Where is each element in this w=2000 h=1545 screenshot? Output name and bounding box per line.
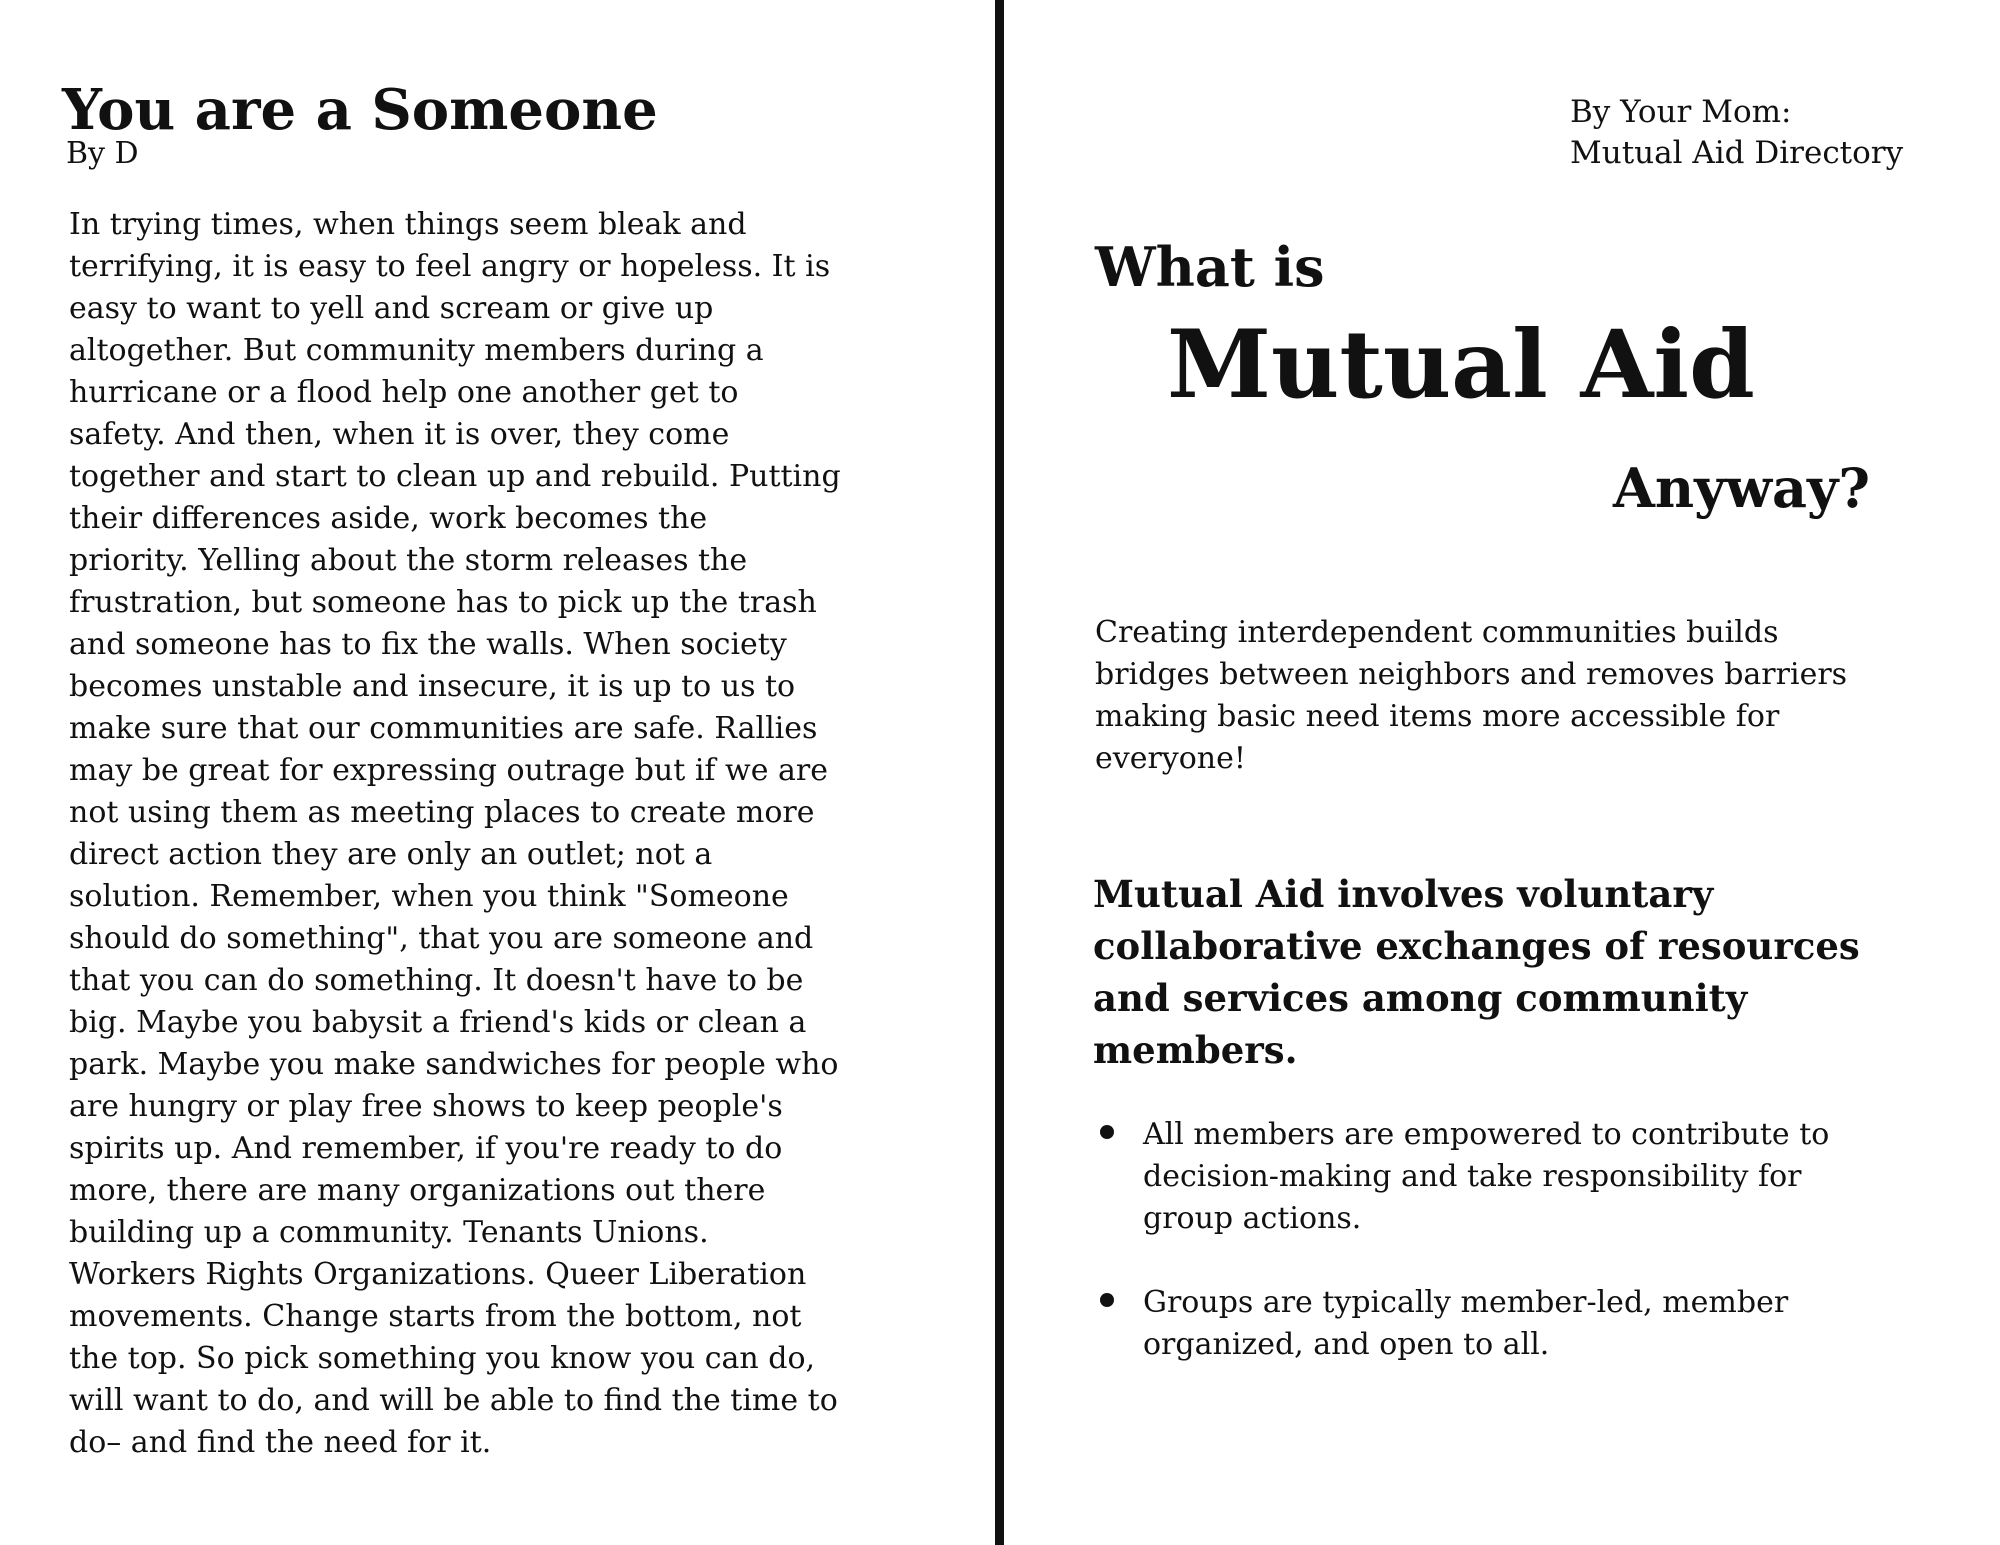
directory-title: Mutual Aid Directory xyxy=(1570,135,1904,171)
principle-line: All members are empowered to contribute to xyxy=(1143,1117,1830,1152)
essay-line: big. Maybe you babysit a friend's kids or clean a xyxy=(69,1005,807,1040)
page-divider xyxy=(995,0,1004,1545)
principle-line: Groups are typically member-led, member xyxy=(1143,1285,1789,1320)
essay-line: easy to want to yell and scream or give up xyxy=(69,291,714,326)
left-page xyxy=(0,0,995,1545)
list-item xyxy=(1093,1114,1973,1240)
heading-mutual-aid: Mutual Aid xyxy=(1167,310,1755,420)
essay-line: priority. Yelling about the storm releases the xyxy=(69,543,748,578)
essay-line: spirits up. And remember, if you're ready to do xyxy=(69,1131,783,1166)
directory-header xyxy=(1570,92,1903,174)
essay-line: and someone has to fix the walls. When society xyxy=(69,627,787,662)
essay-line: terrifying, it is easy to feel angry or hopeless. It is xyxy=(69,249,831,284)
essay-line: will want to do, and will be able to find the time to xyxy=(69,1383,838,1418)
heading-what-is: What is xyxy=(1095,235,1325,299)
essay-line: together and start to clean up and rebuild. Putting xyxy=(69,459,841,494)
intro-line: bridges between neighbors and removes barriers xyxy=(1095,657,1848,692)
essay-line: are hungry or play free shows to keep people's xyxy=(69,1089,783,1124)
bullet-icon xyxy=(1100,1125,1114,1139)
intro-line: making basic need items more accessible for xyxy=(1095,699,1780,734)
essay-line: building up a community. Tenants Unions. xyxy=(69,1215,709,1250)
intro-paragraph xyxy=(1095,612,1965,780)
essay-line: do– and find the need for it. xyxy=(69,1425,492,1460)
principle-line: organized, and open to all. xyxy=(1143,1327,1550,1362)
essay-line: the top. So pick something you know you can do, xyxy=(69,1341,816,1376)
essay-body xyxy=(69,204,929,1464)
essay-line: safety. And then, when it is over, they come xyxy=(69,417,730,452)
essay-line: not using them as meeting places to create more xyxy=(69,795,815,830)
essay-line: becomes unstable and insecure, it is up to us to xyxy=(69,669,796,704)
definition-line: and services among community xyxy=(1093,976,1748,1020)
definition-paragraph xyxy=(1093,868,1973,1076)
essay-line: direct action they are only an outlet; not a xyxy=(69,837,713,872)
definition-line: Mutual Aid involves voluntary xyxy=(1093,872,1714,916)
principle-line: decision-making and take responsibility for xyxy=(1143,1159,1802,1194)
intro-line: everyone! xyxy=(1095,741,1246,776)
essay-line: park. Maybe you make sandwiches for people who xyxy=(69,1047,839,1082)
bullet-icon xyxy=(1100,1293,1114,1307)
essay-line: more, there are many organizations out there xyxy=(69,1173,766,1208)
essay-line: should do something", that you are someone and xyxy=(69,921,814,956)
essay-line: may be great for expressing outrage but if we are xyxy=(69,753,829,788)
essay-line: solution. Remember, when you think "Someone xyxy=(69,879,789,914)
list-item xyxy=(1093,1282,1973,1366)
essay-line: Workers Rights Organizations. Queer Liberation xyxy=(69,1257,807,1292)
essay-line: frustration, but someone has to pick up the trash xyxy=(69,585,817,620)
principles-list xyxy=(1093,1114,1973,1408)
essay-byline: By D xyxy=(66,136,139,171)
essay-line: make sure that our communities are safe. Rallies xyxy=(69,711,818,746)
essay-line: that you can do something. It doesn't have to be xyxy=(69,963,804,998)
definition-line: collaborative exchanges of resources xyxy=(1093,924,1860,968)
right-page xyxy=(1004,0,2000,1545)
essay-line: altogether. But community members during a xyxy=(69,333,764,368)
principle-line: group actions. xyxy=(1143,1201,1362,1236)
definition-line: members. xyxy=(1093,1028,1298,1072)
essay-line: their differences aside, work becomes the xyxy=(69,501,708,536)
essay-line: hurricane or a flood help one another get to xyxy=(69,375,739,410)
essay-title: You are a Someone xyxy=(62,77,658,143)
heading-anyway: Anyway? xyxy=(1613,456,1871,520)
directory-author: By Your Mom: xyxy=(1570,94,1792,130)
essay-line: In trying times, when things seem bleak and xyxy=(69,207,747,242)
essay-line: movements. Change starts from the bottom, not xyxy=(69,1299,802,1334)
intro-line: Creating interdependent communities builds xyxy=(1095,615,1779,650)
